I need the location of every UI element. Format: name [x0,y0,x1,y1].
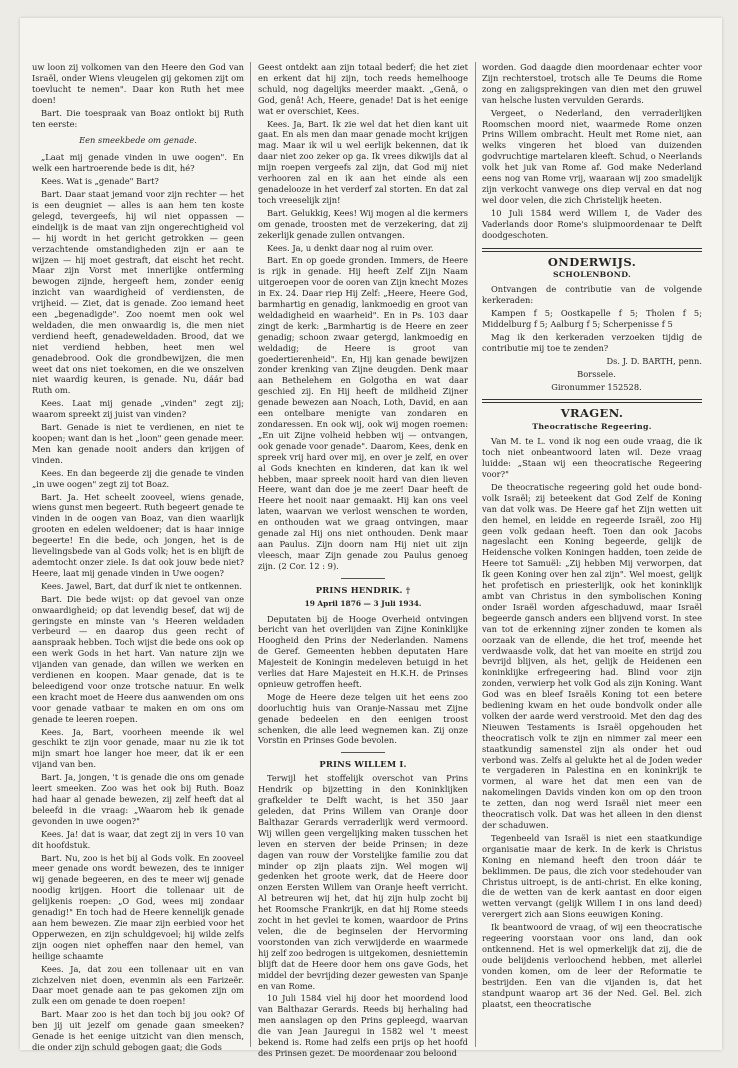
paragraph: Ontvangen de contributie van de volgende kerkeraden: [482,284,702,306]
paragraph: Kampen f 5; Oostkapelle f 5; Tholen f 5; Middelburg f 5; Aalburg f 5; Scherpenisse f 5 [482,308,702,330]
divider [341,752,385,753]
heading-prins-willem: PRINS WILLEM I. [319,759,407,770]
paragraph: Bart. Nu, zoo is het bij al Gods volk. En zooveel meer genade ons wordt bewezen, des te inniger wij genade begeeren, en des te meer wij genade noodig krijgen. Hoort die tollenaar uit de gelijkenis roepen: „O God, wees mij zondaar genadig!" En toch had de Heere kennelijk genade aan hem bewezen. Zie maar zijn eerbied voor het Opperwezen, en zijn schuldgevoel; hij wilde zelfs zijn oogen niet opheffen naar den hemel, van heilige schaamte [32,852,244,961]
heading-vragen: VRAGEN. [560,406,624,421]
column-3 [482,62,702,1047]
paragraph: 10 Juli 1584 werd Willem I, de Vader des Vaderlands door Rome's sluipmoordenaar te Delft doodgeschoten. [482,207,702,240]
column-divider [250,62,251,1047]
heading-theocratische-regeering: Theocratische Regeering. [532,422,652,432]
paragraph: 10 Juli 1584 viel hij door het moordend lood van Balthazar Gerards. Reeds bij herhaling had men aanslagen op den Prins gepleegd, waarvan die van Jean Jauregui in 1582 wel 't meest bekend is. Rome had zelfs een prijs op het hoofd des Prinsen gezet. De moordenaar zou beloond [258,993,468,1058]
paragraph: Bart. Die toespraak van Boaz ontlokt bij Ruth ten eerste: [32,107,244,129]
paragraph: Terwijl het stoffelijk overschot van Prins Hendrik op bijzetting in den Koninklijken grafkelder te Delft wacht, is het 350 jaar geleden, dat Prins Willem van Oranje door Balthazar Gerards verraderlijk werd vermoord. Wij willen geen vergelijking maken tusschen het leven en sterven der beide Prinsen; in deze dagen van rouw der Vorstelijke familie zou dat minder op zijn plaats zijn. Wel mogen wij gedenken het groote werk, dat de Heere door onzen Eersten Willem van Oranje heeft verricht. Al betreuren wij het, dat hij zijn hulp zocht bij het Roomsche Frankrijk, en dat hij Rome steeds zocht in het gevlei te komen, waardoor de Prins velen, die de beginselen der Hervorming voorstonden van zich verwijderde en waarmede hij zelf zoo bedrogen is uitgekomen, desniettemin blijft dat de Heere door hem ons gave Gods, het middel der bevrijding dezer gewesten van Spanje en van Rome. [258,773,468,991]
paragraph: Kees. Ja, u denkt daar nog al ruim over. [267,242,434,253]
paragraph: Bart. Die bede wijst: op dat gevoel van onze onwaardigheid; op dat levendig besef, dat wij de geringste en minste van 's Heeren weldaden verbeurd — en daarop dus geen recht of aanspraak hebben. Toch wijst die bede ons ook op een werk Gods in het hart. Van nature zijn we vijanden van genade, dan willen we werken en verdienen en koopen. Maar genade, dat is te beleedigend voor onze trotsche natuur. En welk een kracht moet de Heere dus aanwenden om ons voor genade vatbaar te maken en om ons om genade te leeren roepen. [32,593,244,724]
signature-place: Borssele. [577,368,616,379]
paragraph: worden. God daagde dien moordenaar echter voor Zijn rechterstoel, trotsch alle Te Deums die Rome zong en zaligsprekingen van dien met den gruwel van helsche lusten vervulden Gerards. [482,62,702,105]
paragraph: Bart. Ja, jongen, 't is genade die ons om genade leert smeeken. Zoo was het ook bij Ruth. Boaz had haar al genade bewezen, zij zelf heeft dat al beleefd in die vraag: „Waarom heb ik genade gevonden in uwe oogen?" [32,772,244,826]
column-divider [475,62,476,1047]
paragraph: Bart. Gelukkig, Kees! Wij mogen al die kermers om genade, troosten met de verzekering, dat zij zekerlijk genade zullen ontvangen. [258,207,468,240]
heading-scholenbond: SCHOLENBOND. [553,270,631,280]
paragraph: Ik beantwoord de vraag, of wij een theocratische regeering voorstaan voor ons land, dan ook ontkennend. Het is wel opmerkelijk dat zij, die de oude belijdenis verloochend hebben, met allerlei vonden komen, om de leer der Reformatie te bestrijden. Een van die vijanden is, dat het standpunt waarop art 36 der Ned. Gel. Bel. zich plaatst, een theocratische [482,922,702,1009]
section-divider [482,399,702,403]
heading-prins-hendrik: PRINS HENDRIK. † [315,584,411,595]
signature-name: Ds. J. D. BARTH, penn. [606,355,702,366]
paragraph: Kees. Ja, Bart, voorheen meende ik wel geschikt te zijn voor genade, maar nu zie ik tot mijn smart hoe langer hoe meer, dat ik er een vijand van ben. [32,726,244,770]
paragraph: Kees. Jawel, Bart, dat durf ik niet te ontkennen. [41,580,242,591]
column-1 [32,62,244,1052]
paragraph: Deputaten bij de Hooge Overheid ontvingen bericht van het overlijden van Zijne Koninklijke Hoogheid den Prins der Nederlanden. Namens de Geref. Gemeenten hebben deputaten Hare Majesteit de Koningin medeleven betuigd in het verlies dat Hare Majesteit en H.K.H. de Prinses opnieuw getroffen heeft. [258,613,468,689]
paragraph: Kees. Laat mij genade „vinden" zegt zij; waarom spreekt zij juist van vinden? [32,398,244,420]
paragraph: Kees. Ja! dat is waar, dat zegt zij in vers 10 van dit hoofdstuk. [32,828,244,850]
paragraph: De theocratische regeering gold het oude bond-volk Israël; zij beteekent dat God Zelf de Koning van dat volk was. De Heere gaf het Zijn wetten uit den hemel, en leidde en regeerde Israël, zoo Hij geen volk gedaan heeft. Toen dan ook Jacobs nageslacht een Koning begeerde, gelijk de Heidensche volken Koningen hadden, toen zeide de Heere tot Samuël: „Zij hebben Mij verworpen, dat Ik geen Koning over hen zal zijn". Wel moest, gelijk het profetisch en priesterlijk, ook het koninklijk ambt van Christus in den symbolischen Koning onder Israël worden afgeschaduwd, maar Israël begeerde gansch anders een blijvend vorst. In stee van tot de erkenning zijner zonden te komen als oorzaak van de ellende, die het trof, meende het verdwaasde volk, dat het van moeite en strijd zou bevrijd blijven, als het, gelijk de Heidenen een koninklijke erfregeering had. Blind voor zijn zonden, verwierp het volk God als zijn Koning. Want God was en bleef Israëls Koning tot een betere bediening kwam en het oude bondvolk onder alle volken der aarde werd verstrooid. Met den dag des Nieuwen Testaments is Israël opgehouden het theocratisch volk te zijn en nimmer zal meer een staatkundig samenstel zijn als onder het oud verbond was. Zelfs al gelukte het al de Joden weder te vergaderen in Palestina en en koninkrijk te vormen, al ware het dat men een van de nakomelingen Davids vinden kon om op den troon te zetten, dan nog werd Israël niet meer een theocratisch volk. Dat was het alleen in den dienst der schaduwen. [482,481,702,830]
paragraph: „Laat mij genade vinden in uwe oogen". En welk een hartroerende bede is dit, hé? [32,152,244,174]
paragraph: Kees. En dan begeerde zij die genade te vinden „in uwe oogen" zegt zij tot Boaz. [32,467,244,489]
signature-giro: Gironummer 152528. [551,381,642,392]
paragraph: Vergeet, o Nederland, den verraderlijken Roomschen moord niet, waarmede Rome onzen Prins Willem ombracht. Heult met Rome niet, aan welks vingeren het bloed van duizenden godvruchtige martelaren kleeft. Schud, o Neerlands volk het juk van Rome af. God make Nederland eens nog van Rome vrij, waaraan wij zoo smadelijk zijn verkocht vanwege ons diep verval en dat nog wel door velen, die zich Christelijk heeten. [482,107,702,205]
paragraph: Mag ik den kerkeraden verzoeken tijdig de contributie mij toe te zenden? [482,331,702,353]
column-2 [258,62,468,1058]
newspaper-page [20,18,722,1058]
heading-dates: 19 April 1876 — 3 Juli 1934. [304,598,422,608]
paragraph: Kees. Ja, Bart. Ik zie wel dat het dien kant uit gaat. En als men dan maar genade mocht krijgen mag. Maar ik wil u wel eerlijk bekennen, dat ik daar niet zoo zeker op ga. Ik vrees dikwijls dat al mijn roepen vergeefs zal zijn, dat God mij niet verhooren zal en ik aan het einde als een genadelooze in het verderf zal storten. En dat zal toch vreeselijk zijn! [258,118,468,205]
paragraph: uw loon zij volkomen van den Heere den God van Israël, onder Wiens vleugelen gij gekomen zijt om toevlucht te nemen". Daar kon Ruth het mee doen! [32,62,244,105]
paragraph: Bart. Daar staat jemand voor zijn rechter — het is een deugniet — alles is aan hem ten koste gelegd, tevergeefs, hij wil niet oppassen — eindelijk is de maat van zijn ongerechtigheid vol — hij wordt in het gericht getrokken — geen verzachtende omstandigheden zijn er aan te wijzen — hij moet gestraft, dat eischt het recht. Maar zijn Vorst met innerlijke ontferming bewogen zijnde, hergeeft hem, zonder eenig inzicht van waardigheid of verdiensten, de vrijheid. — Ziet, dat is genade. Zoo iemand heet een „begenadigde". Zoo noemt men ook wel weldaden, die men onwaardig is, die men niet verdiend heeft, genadeweldaden. Brood, dat we niet verdiend hebben, heet men wel genadebrood. Ook die grondbewijzen, die men weet dat ons niet toekomen, en die we onszelven niet waardig keuren, is genade. Nu, dáár bad Ruth om. [32,189,244,396]
paragraph: Bart. Ja. Het scheelt zooveel, wiens genade, wiens gunst men begeert. Ruth begeert genade te vinden in de oogen van Boaz, van dien waarlijk grooten en edelen weldoener; dat is haar innige begeerte! En die bede, och jongen, het is de lievelingsbede van al Gods volk; het is en blijft de ademtocht onzer ziele. Is dat ook jouw bede niet? Heere, laat mij genade vinden in Uwe oogen? [32,491,244,578]
heading-onderwijs: ONDERWIJS. [547,254,637,269]
paragraph: Kees. Wat is „genade" Bart? [41,176,159,187]
paragraph: Kees. Ja, dat zou een tollenaar uit en van zichzelven niet doen, evenmin als een Farizeër. Daar moet genade aan te pas gekomen zijn om zulk een om genade te doen roepen! [32,963,244,1007]
subheading: Een smeekbede om genade. [79,135,197,146]
paragraph: Moge de Heere deze telgen uit het eens zoo doorluchtig huis van Oranje-Nassau met Zijne genade bedeelen en den eenigen troost schenken, die alle leed wegnemen kan. Zij onze Vorstin en Prinses Gode bevolen. [258,691,468,746]
paragraph: Van M. te L. vond ik nog een oude vraag, die ik toch niet onbeantwoord laten wil. Deze vraag luidde: „Staan wij een theocratische Regeering voor?" [482,436,702,479]
divider [341,578,385,579]
paragraph: Tegenbeeld van Israël is niet een staatkundige organisatie maar de kerk. In de kerk is Christus Koning en niemand heeft den troon dáár te beklimmen. De paus, die zich voor stedehouder van Christus uitroept, is de anti-christ. En elke koning, die de wetten van de kerk aantast en door eigen wetten vervangt (gelijk Willem I in ons land deed) verergert zich aan Sions eeuwigen Koning. [482,832,702,920]
section-divider [482,248,702,252]
paragraph: Bart. Maar zoo is het dan toch bij jou ook? Of ben jij uit jezelf om genade gaan smeeken? Genade is het eenige uitzicht van dien mensch, die onder zijn schuld gebogen gaat; die Gods [32,1009,244,1052]
paragraph: Bart. En op goede gronden. Immers, de Heere is rijk in genade. Hij heeft Zelf Zijn Naam uitgeroepen voor de ooren van Zijn knecht Mozes in Ex. 24. Daar riep Hij Zelf: „Heere, Heere God, barmhartig en genadig, lankmoedig en groot van weldadigheid en waarheid". En in Ps. 103 daar zingt de kerk: „Barmhartig is de Heere en zeer genadig; schoon zwaar getergd, lankmoedig en weldadig; de Heere is groot van goedertierenheid". En, Hij kan genade bewijzen zonder krenking van Zijne deugden. Denk maar aan Bethelehem en Golgotha en wat daar geschied zij. En Hij heeft de mildheid Zijner genade bewezen aan Noach, Loth, David, en aan een ontelbare menigte van zondaren en zondaressen. En ook wij, ook wij mogen roemen: „En uit Zijne volheid hebben wij — ontvangen, ook genade voor genade". Daarom, Kees, denk en spreek vrij hard over mij, en over je zelf, en over al Gods knechten en kinderen, dat kan ik wel hebben, maar spreek nooit hard van dien lieven Heere, want dan doe je me zeer! Daar heeft de Heere het nooit naar gemaakt. Hij kan ons veel laten, waarvan we verlost wenschen te worden, en onthouden wat we graag ontvingen, maar genade zal Hij ons niet onthouden. Denk maar aan Paulus. Zijn doorn nam Hij niet uit zijn vleesch, maar Zijn genade zou Paulus genoeg zijn. (2 Cor. 12 : 9). [258,255,468,571]
paragraph: Bart. Genade is niet te verdienen, en niet te koopen; want dan is het „loon" geen genade meer. Men kan genade nooit anders dan krijgen of vinden. [32,422,244,465]
paragraph: Geest ontdekt aan zijn totaal bederf; die het ziet en erkent dat hij zijn, toch reeds hemelhooge schuld, nog dagelijks meerder maakt. „Genâ, o God, genâ! Ach, Heere, genade! Dat is het eenige wat er overschiet, Kees. [258,62,468,116]
